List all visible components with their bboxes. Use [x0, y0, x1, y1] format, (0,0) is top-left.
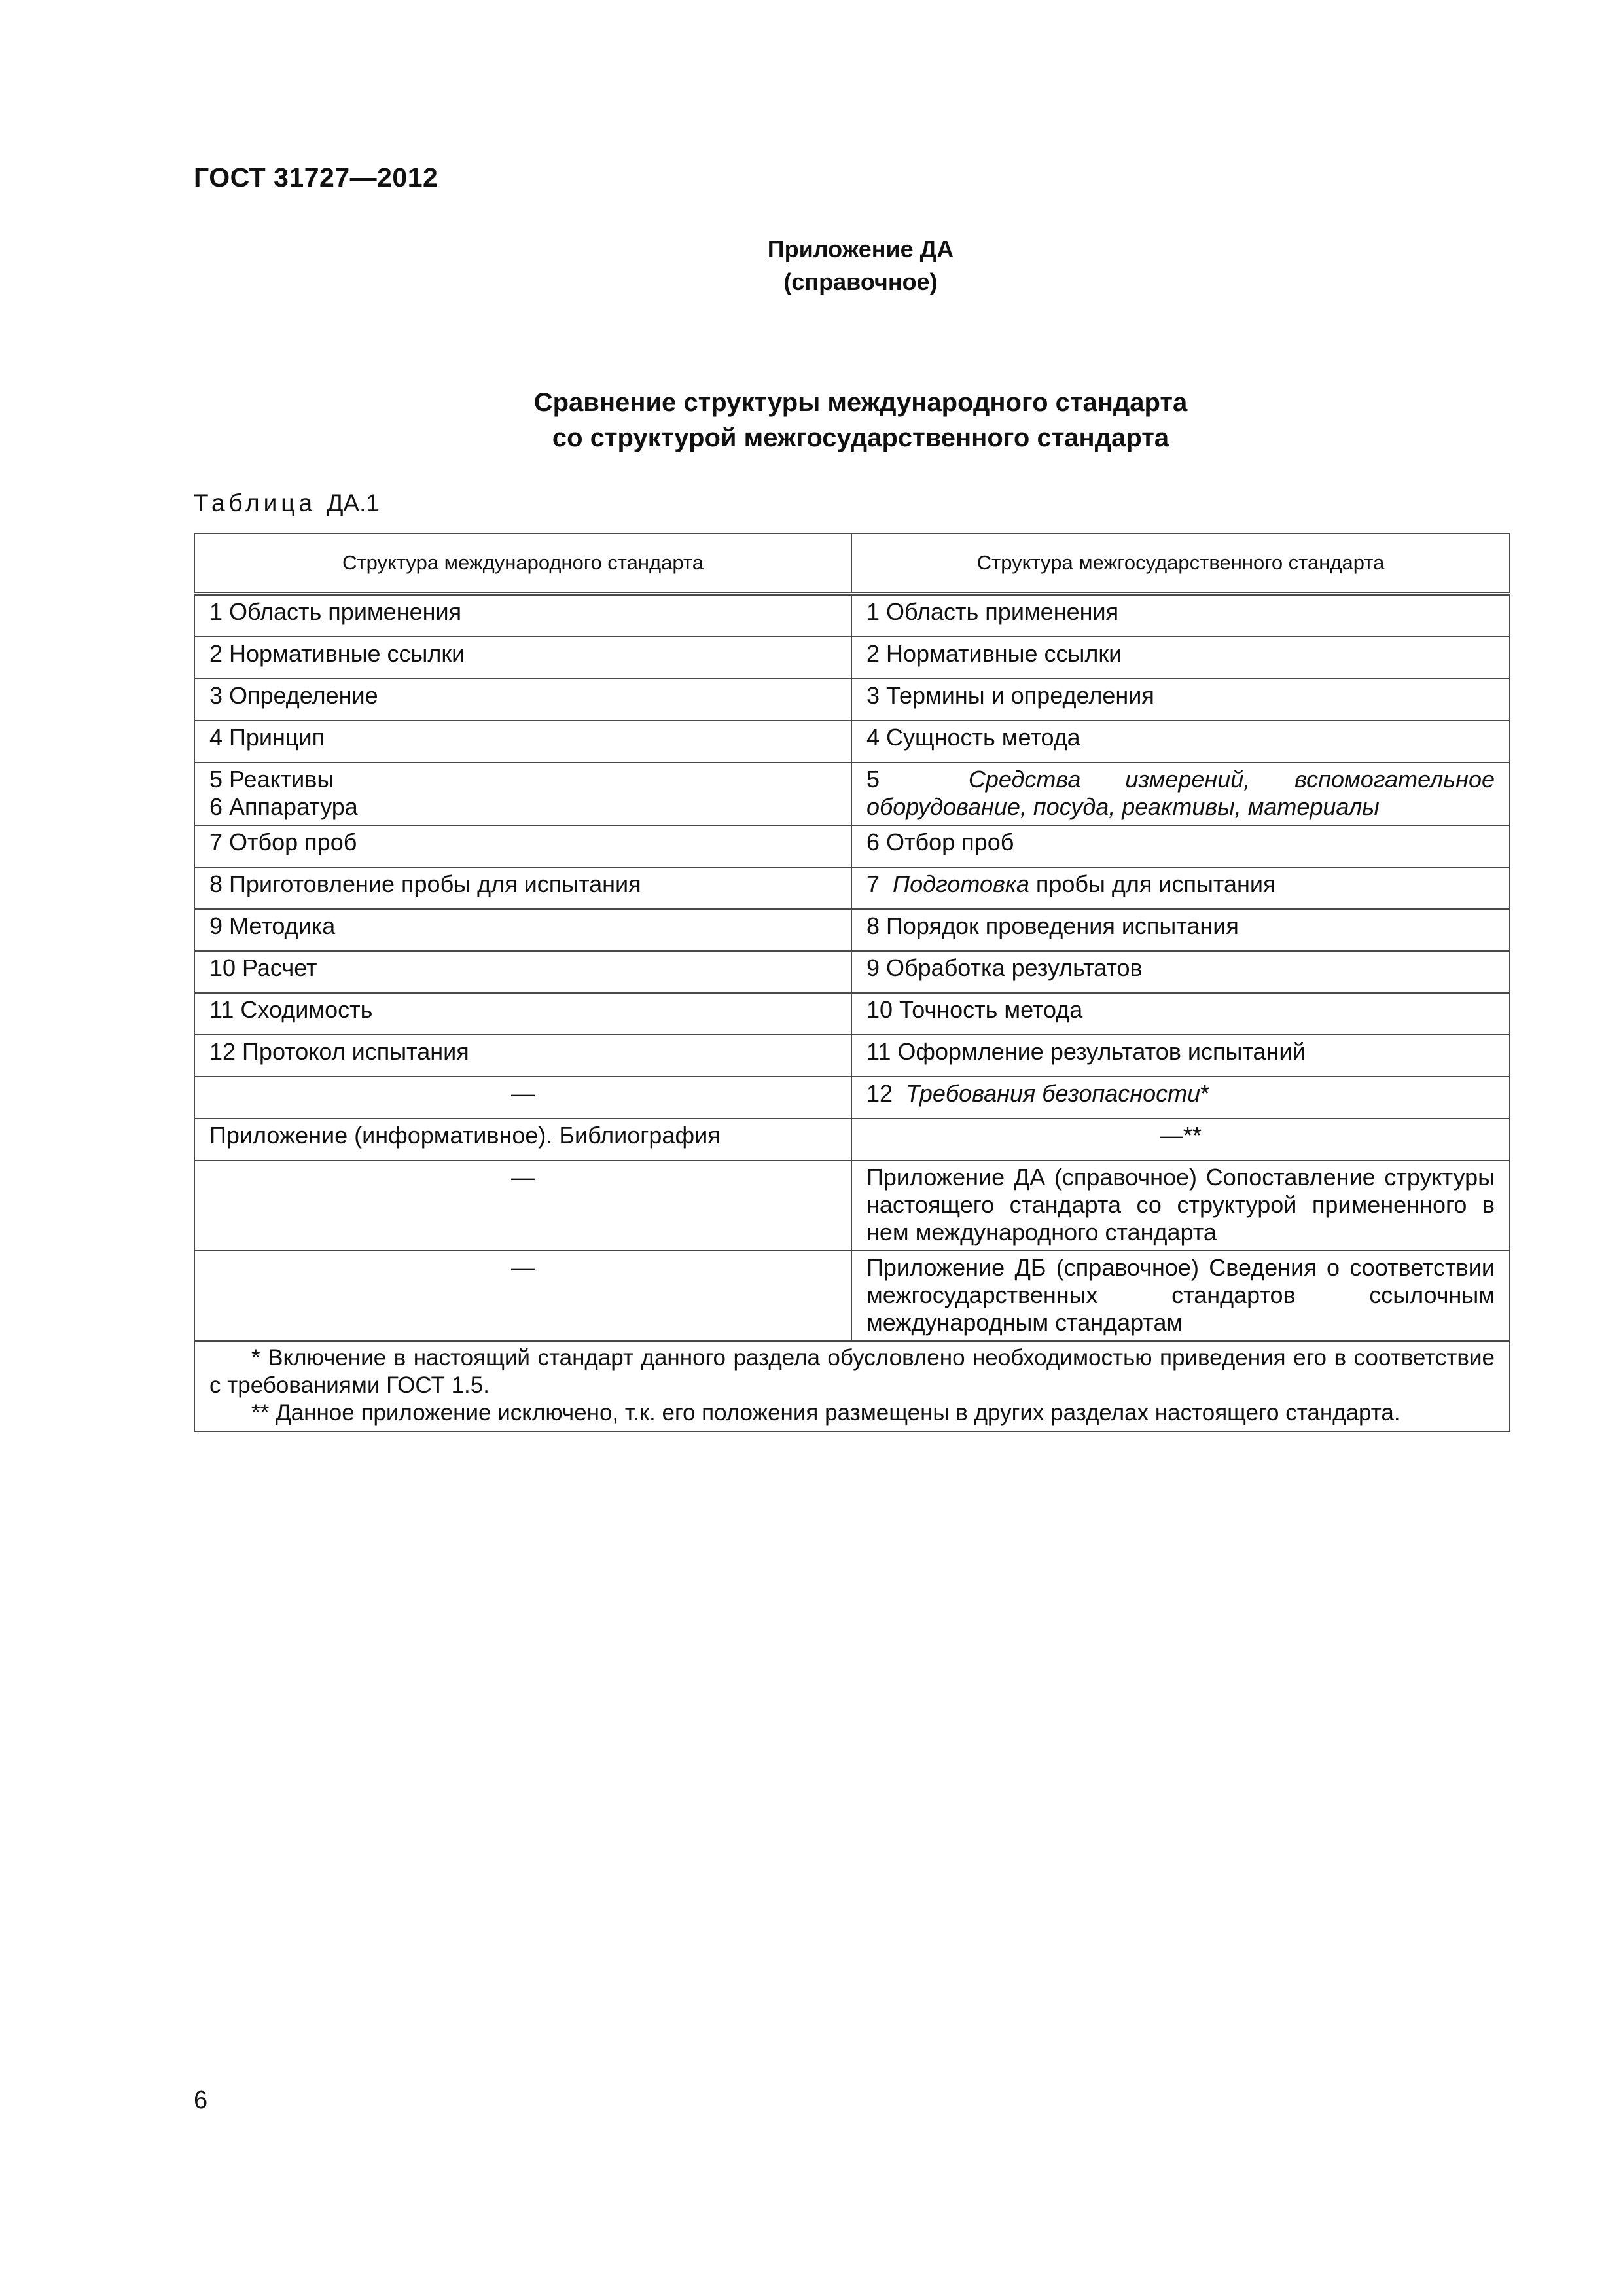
header-interstate: Структура межгосударственного стандарта: [851, 533, 1510, 594]
appendix-title: Приложение ДА: [767, 236, 954, 262]
cell-interstate: Приложение ДА (справочное) Сопоставление структуры настоящего стандарта со структурой примененного в нем международного стандарта: [851, 1160, 1510, 1251]
cell-international: —: [194, 1251, 851, 1341]
structure-comparison-table: [194, 533, 1510, 1432]
table-row: [194, 594, 1510, 637]
table-row: [194, 637, 1510, 679]
cell-interstate: 6 Отбор проб: [851, 825, 1510, 867]
cell-interstate: 10 Точность метода: [851, 993, 1510, 1035]
appendix-subtitle: (справочное): [783, 268, 938, 295]
cell-line: 5 Реактивы: [209, 766, 334, 793]
table-caption-number: ДА.1: [327, 490, 380, 516]
cell-line: 6 Аппаратура: [209, 793, 358, 820]
cell-international: 2 Нормативные ссылки: [194, 637, 851, 679]
cell-interstate: 2 Нормативные ссылки: [851, 637, 1510, 679]
cell-interstate: Приложение ДБ (справочное) Сведения о соответствии межгосударственных стандартов ссылочным международным стандартам: [851, 1251, 1510, 1341]
cell-interstate: 11 Оформление результатов испытаний: [851, 1035, 1510, 1077]
table-row: [194, 909, 1510, 951]
cell-international: 1 Область применения: [194, 594, 851, 637]
cell-interstate: [851, 762, 1510, 825]
cell-international: —: [194, 1160, 851, 1251]
cell-international: —: [194, 1077, 851, 1119]
item-number: 7: [866, 870, 880, 897]
table-caption-word: Таблица: [194, 490, 317, 516]
cell-interstate: —**: [851, 1119, 1510, 1160]
cell-interstate: [851, 1077, 1510, 1119]
table-row: [194, 721, 1510, 762]
italic-text: Средства измерений, вспомогательное оборудование, посуда, реактивы, материалы: [866, 766, 1495, 820]
table-row: [194, 867, 1510, 909]
table-row: [194, 1035, 1510, 1077]
document-code: ГОСТ 31727—2012: [194, 162, 438, 192]
cell-international: 12 Протокол испытания: [194, 1035, 851, 1077]
cell-interstate: [851, 867, 1510, 909]
cell-interstate: 8 Порядок проведения испытания: [851, 909, 1510, 951]
table-row: [194, 1251, 1510, 1341]
table-row: [194, 951, 1510, 993]
table-footnotes: [194, 1341, 1510, 1431]
cell-international: 8 Приготовление пробы для испытания: [194, 867, 851, 909]
footnote: * Включение в настоящий стандарт данного раздела обусловлено необходимостью приведения его в соответствие с требованиями ГОСТ 1.5.: [209, 1345, 1495, 1398]
table-row: [194, 1160, 1510, 1251]
cell-international: 9 Методика: [194, 909, 851, 951]
table-footnote-row: [194, 1341, 1510, 1431]
page-number: 6: [194, 2087, 208, 2114]
cell-international: [194, 762, 851, 825]
table-header-row: [194, 533, 1510, 594]
section-title-line-1: Сравнение структуры международного стандарта: [533, 388, 1188, 417]
footnote: ** Данное приложение исключено, т.к. его положения размещены в других разделах настоящего стандарта.: [251, 1400, 1400, 1426]
section-title: [0, 385, 1623, 456]
italic-text: Подготовка: [893, 870, 1029, 897]
table-row: [194, 679, 1510, 721]
table-row: [194, 762, 1510, 825]
cell-interstate: 1 Область применения: [851, 594, 1510, 637]
cell-interstate: 9 Обработка результатов: [851, 951, 1510, 993]
cell-international: 10 Расчет: [194, 951, 851, 993]
section-title-line-2: со структурой межгосударственного стандарта: [552, 423, 1169, 452]
table-row: [194, 1119, 1510, 1160]
italic-text: Требования безопасности: [906, 1080, 1201, 1107]
item-number: 12: [866, 1080, 893, 1107]
cell-interstate: 3 Термины и определения: [851, 679, 1510, 721]
cell-international: 11 Сходимость: [194, 993, 851, 1035]
plain-text: *: [1200, 1080, 1210, 1107]
plain-text: пробы для испытания: [1029, 870, 1276, 897]
appendix-heading: [0, 233, 1623, 298]
table-row: [194, 1077, 1510, 1119]
cell-international: 7 Отбор проб: [194, 825, 851, 867]
table-row: [194, 993, 1510, 1035]
cell-international: 4 Принцип: [194, 721, 851, 762]
table-caption: [194, 490, 380, 517]
cell-international: Приложение (информативное). Библиография: [194, 1119, 851, 1160]
item-number: 5: [866, 766, 880, 793]
cell-interstate: 4 Сущность метода: [851, 721, 1510, 762]
cell-international: 3 Определение: [194, 679, 851, 721]
header-international: Структура международного стандарта: [194, 533, 851, 594]
table-row: [194, 825, 1510, 867]
